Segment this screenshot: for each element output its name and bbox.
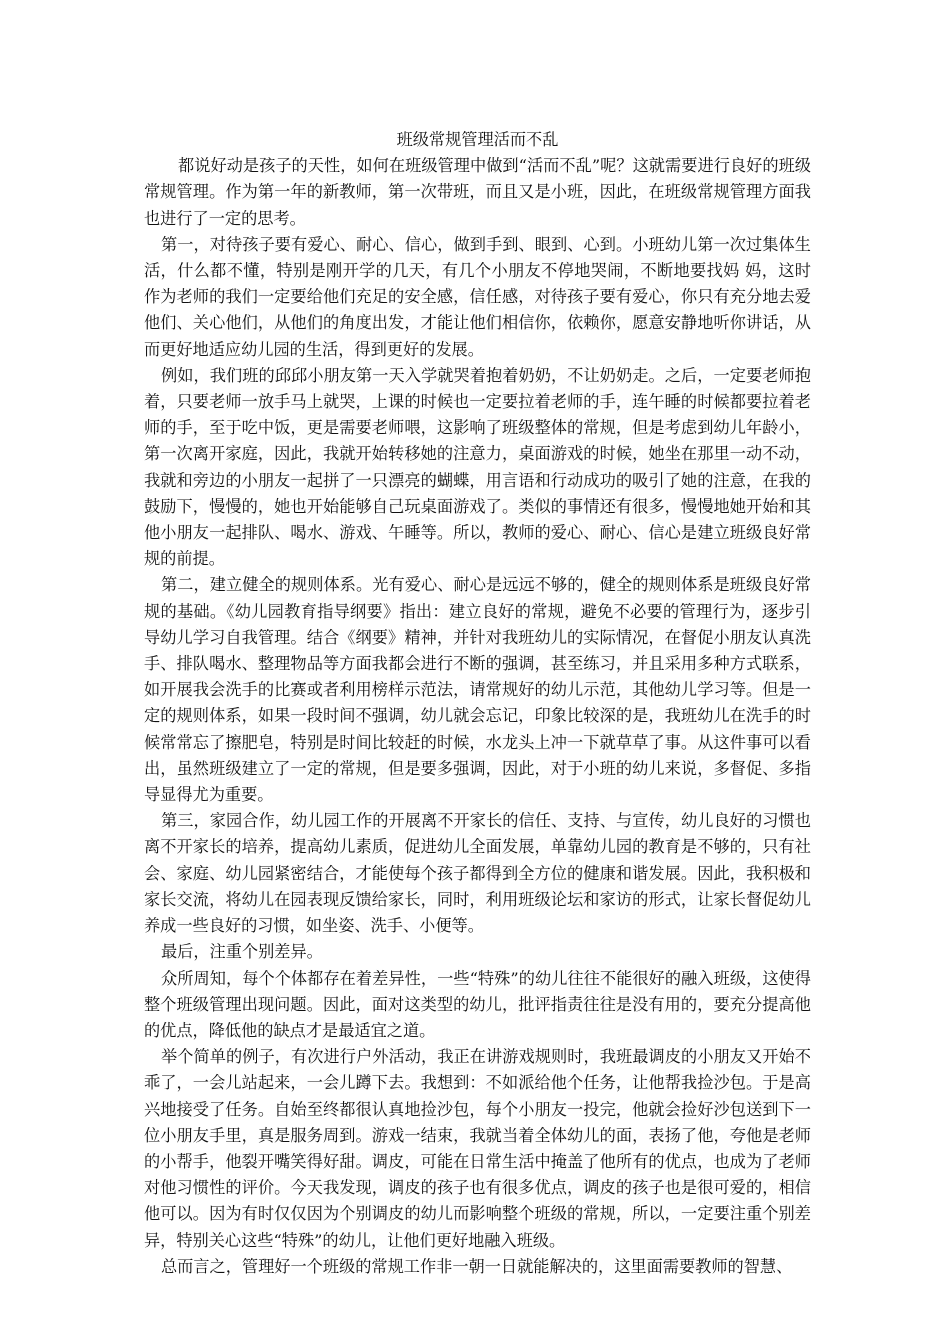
paragraph-point-three: 第三，家园合作，幼儿园工作的开展离不开家长的信任、支持、与宣传，幼儿良好的习惯也离不开家长的培养，提高幼儿素质，促进幼儿全面发展，单靠幼儿园的教育是不够的，只有社会、家庭、幼儿园紧密结合，才能使每个孩子都得到全方位的健康和谐发展。因此，我积极和家长交流，将幼儿在园表现反馈给家长，同时，利用班级论坛和家访的形式，让家长督促幼儿养成一些良好的习惯，如坐姿、洗手、小便等。 [144, 811, 811, 936]
paragraph-intro: 都说好动是孩子的天性，如何在班级管理中做到“活而不乱”呢？这就需要进行良好的班级常规管理。作为第一年的新教师，第一次带班，而且又是小班，因此，在班级常规管理方面我也进行了一定的思考。 [144, 156, 811, 228]
document-page [144, 127, 811, 1280]
paragraph-example-one: 例如，我们班的邱邱小朋友第一天入学就哭着抱着奶奶，不让奶奶走。之后，一定要老师抱着，只要老师一放手马上就哭，上课的时候也一定要拉着老师的手，连午睡的时候都要拉着老师的手，至于吃中饭，更是需要老师喂，这影响了班级整体的常规，但是考虑到幼儿年龄小，第一次离开家庭，因此，我就开始转移她的注意力，桌面游戏的时候，她坐在那里一动不动，我就和旁边的小朋友一起拼了一只漂亮的蝴蝶，用言语和行动成功的吸引了她的注意，在我的鼓励下，慢慢的，她也开始能够自己玩桌面游戏了。类似的事情还有很多，慢慢地她开始和其他小朋友一起排队、喝水、游戏、午睡等。所以，教师的爱心、耐心、信心是建立班级良好常规的前提。 [144, 365, 811, 569]
paragraph-conclusion: 总而言之，管理好一个班级的常规工作非一朝一日就能解决的，这里面需要教师的智慧、 [161, 1256, 793, 1276]
document-title: 班级常规管理活而不乱 [396, 130, 559, 149]
paragraph-point-last: 最后，注重个别差异。 [161, 942, 323, 962]
paragraph-point-one: 第一，对待孩子要有爱心、耐心、信心，做到手到、眼到、心到。小班幼儿第一次过集体生活，什么都不懂，特别是刚开学的几天，有几个小朋友不停地哭闹，不断地要找妈 妈，这时作为老师的我们一定要给他们充足的安全感，信任感，对待孩子要有爱心，你只有充分地去爱他们、关心他们，从他们的角度出发，才能让他们相信你，依赖你，愿意安静地听你讲话，从而更好地适应幼儿园的生活，得到更好的发展。 [144, 234, 811, 359]
paragraph-example-two: 举个简单的例子，有次进行户外活动，我正在讲游戏规则时，我班最调皮的小朋友又开始不乖了，一会儿站起来，一会儿蹲下去。我想到：不如派给他个任务，让他帮我捡沙包。于是高兴地接受了任务。自始至终都很认真地捡沙包，每个小朋友一投完，他就会捡好沙包送到下一位小朋友手里，真是服务周到。游戏一结束，我就当着全体幼儿的面，表扬了他，夸他是老师的小帮手，他裂开嘴笑得好甜。调皮，可能在日常生活中掩盖了他所有的优点，也成为了老师对他习惯性的评价。今天我发现，调皮的孩子也有很多优点，调皮的孩子也是很可爱的，相信他可以。因为有时仅仅因为个别调皮的幼儿而影响整个班级的常规，所以，一定要注重个别差异，特别关心这些“特殊”的幼儿，让他们更好地融入班级。 [144, 1047, 811, 1250]
paragraph-individual-differences: 众所周知，每个个体都存在着差异性，一些“特殊”的幼儿往往不能很好的融入班级，这使得整个班级管理出现问题。因此，面对这类型的幼儿，批评指责往往是没有用的，要充分提高他的优点，降低他的缺点才是最适宜之道。 [144, 968, 811, 1040]
paragraph-point-two: 第二，建立健全的规则体系。光有爱心、耐心是远远不够的，健全的规则体系是班级良好常规的基础。《幼儿园教育指导纲要》指出：建立良好的常规，避免不必要的管理行为，逐步引导幼儿学习自我管理。结合《纲要》精神，并针对我班幼儿的实际情况，在督促小朋友认真洗手、排队喝水、整理物品等方面我都会进行不断的强调，甚至练习，并且采用多种方式联系，如开展我会洗手的比赛或者利用榜样示范法，请常规好的幼儿示范，其他幼儿学习等。但是一定的规则体系，如果一段时间不强调，幼儿就会忘记，印象比较深的是，我班幼儿在洗手的时候常常忘了擦肥皂，特别是时间比较赶的时候，水龙头上冲一下就草草了事。从这件事可以看出，虽然班级建立了一定的常规，但是要多强调，因此，对于小班的幼儿来说，多督促、多指导显得尤为重要。 [144, 575, 811, 805]
